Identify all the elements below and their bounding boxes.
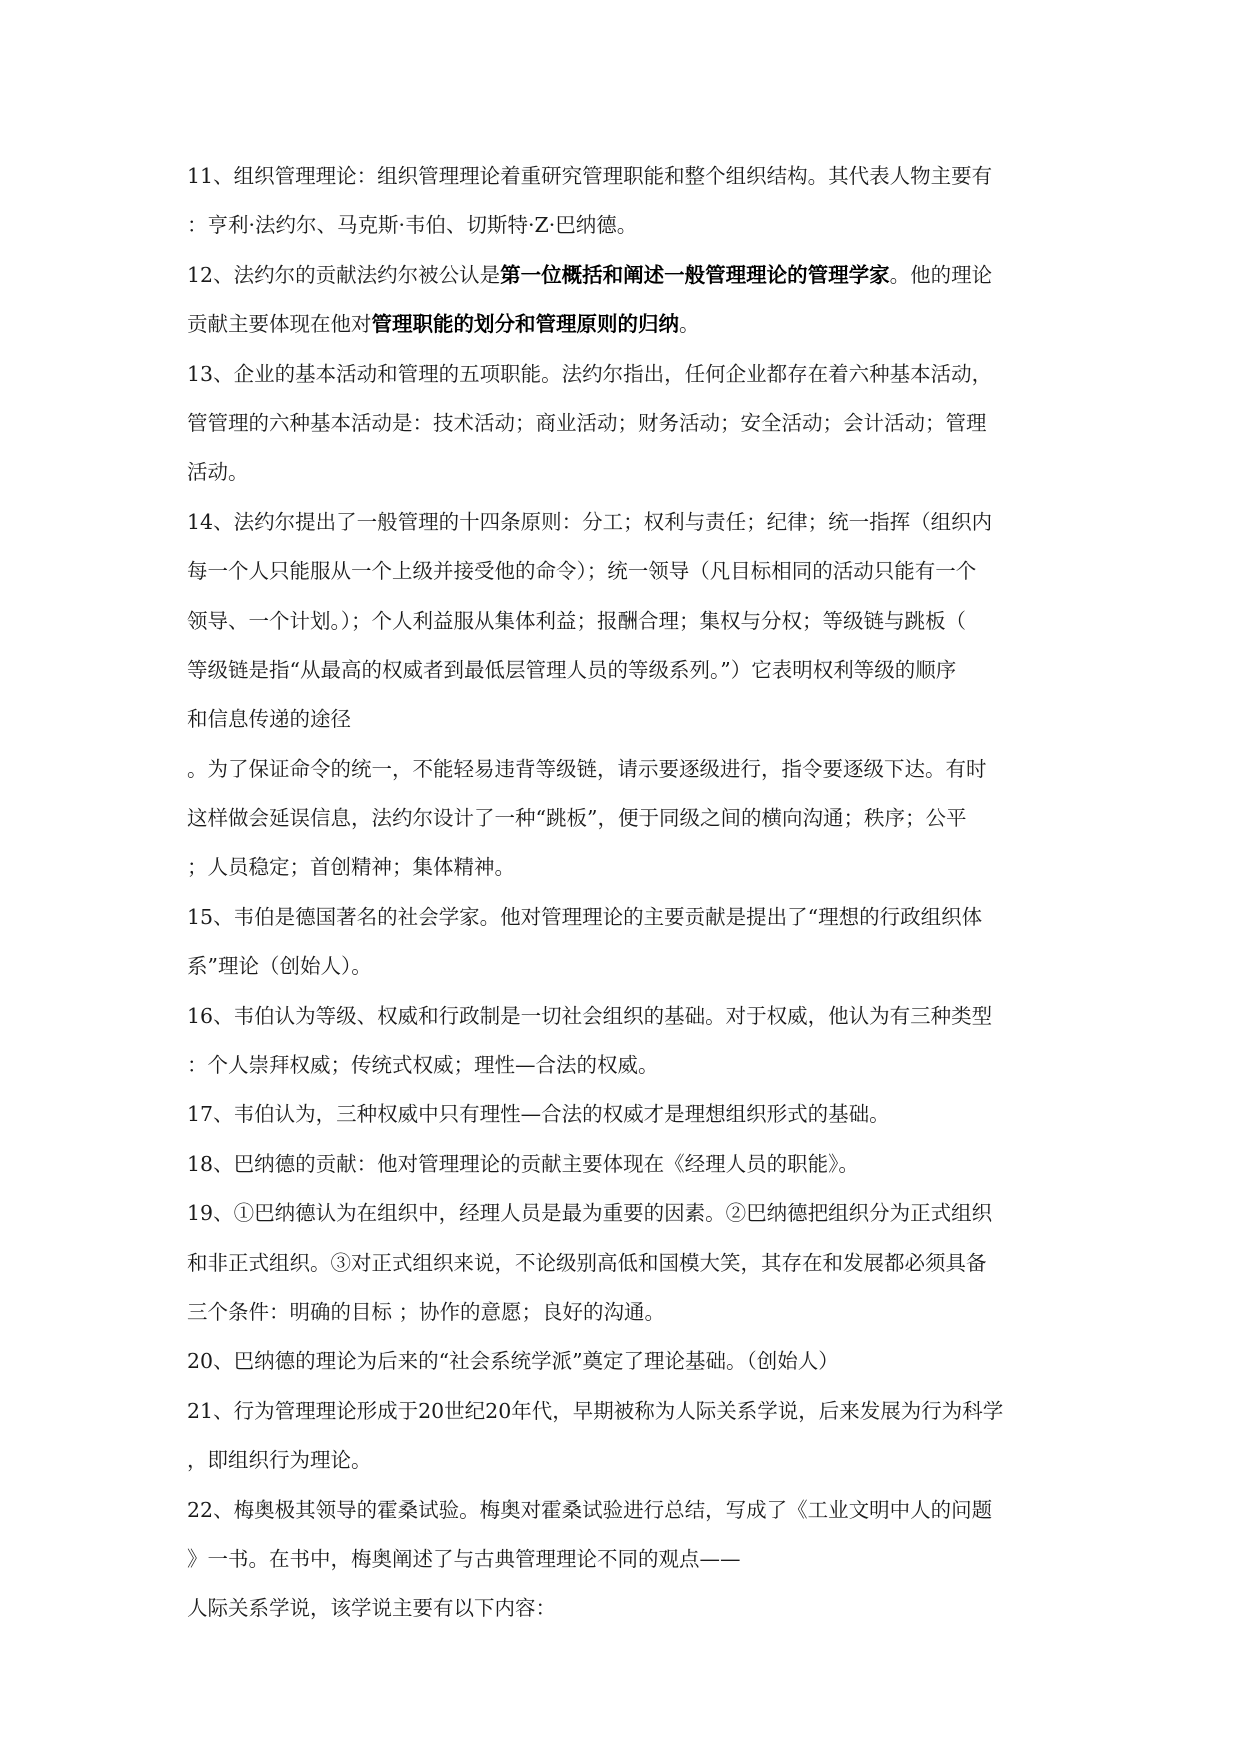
text-line: 等级链是指“从最高的权威者到最低层管理人员的等级系列。”）它表明权利等级的顺序 <box>187 657 957 682</box>
text-run: 。 <box>679 312 700 337</box>
document-page <box>187 152 1047 1634</box>
text-line: 22、梅奥极其领导的霍桑试验。梅奥对霍桑试验进行总结，写成了《工业文明中人的问题 <box>187 1497 993 1522</box>
text-line: 人际关系学说，该学说主要有以下内容： <box>187 1596 556 1621</box>
text-line: 13、企业的基本活动和管理的五项职能。法约尔指出，任何企业都存在着六种基本活动， <box>187 361 993 386</box>
text-line: 20、巴纳德的理论为后来的“社会系统学派”奠定了理论基础。（创始人） <box>187 1349 839 1374</box>
bold-text-run: 第一位概括和阐述一般管理理论的管理学家 <box>500 262 890 287</box>
text-line: ：个人崇拜权威；传统式权威；理性—合法的权威。 <box>187 1053 659 1078</box>
text-line: ：亨利·法约尔、马克斯·韦伯、切斯特·Z·巴纳德。 <box>187 213 638 238</box>
text-line: 每一个人只能服从一个上级并接受他的命令）；统一领导（凡目标相同的活动只能有一个 <box>187 559 977 584</box>
text-line: 三个条件：明确的目标 ；协作的意愿；良好的沟通。 <box>187 1299 666 1324</box>
text-line: ，即组织行为理论。 <box>187 1448 372 1473</box>
text-line: 19、①巴纳德认为在组织中，经理人员是最为重要的因素。②巴纳德把组织分为正式组织 <box>187 1201 993 1226</box>
text-line: 和非正式组织。③对正式组织来说，不论级别高低和国模大笑，其存在和发展都必须具备 <box>187 1250 987 1275</box>
text-run: 贡献主要体现在他对 <box>187 312 372 337</box>
text-line: 。为了保证命令的统一，不能轻易违背等级链，请示要逐级进行，指令要逐级下达。有时 <box>187 756 987 781</box>
text-line: 21、行为管理理论形成于20世纪20年代，早期被称为人际关系学说，后来发展为行为科学 <box>187 1398 1004 1423</box>
text-line: 15、韦伯是德国著名的社会学家。他对管理理论的主要贡献是提出了“理想的行政组织体 <box>187 904 983 929</box>
text-line: 活动。 <box>187 460 249 485</box>
text-line: 管管理的六种基本活动是：技术活动；商业活动；财务活动；安全活动；会计活动；管理 <box>187 410 987 435</box>
text-line <box>187 251 1047 300</box>
text-line: 11、组织管理理论：组织管理理论着重研究管理职能和整个组织结构。其代表人物主要有 <box>187 164 993 188</box>
text-line: 这样做会延误信息，法约尔设计了一种“跳板”，便于同级之间的横向沟通；秩序；公平 <box>187 806 967 831</box>
text-line: 18、巴纳德的贡献：他对管理理论的贡献主要体现在《经理人员的职能》。 <box>187 1151 859 1176</box>
bold-text-run: 管理职能的划分和管理原则的归纳 <box>371 312 679 337</box>
text-line: 领导、一个计划。）；个人利益服从集体利益；报酬合理；集权与分权；等级链与跳板（ <box>187 608 966 633</box>
text-run: 12、法约尔的贡献法约尔被公认是 <box>187 262 501 287</box>
text-line: 》一书。在书中，梅奥阐述了与古典管理理论不同的观点—— <box>187 1546 741 1571</box>
text-line: 16、韦伯认为等级、权威和行政制是一切社会组织的基础。对于权威，他认为有三种类型 <box>187 1003 993 1028</box>
text-line: 系”理论（创始人）。 <box>187 954 372 979</box>
text-line: ；人员稳定；首创精神；集体精神。 <box>187 855 515 880</box>
text-line: 17、韦伯认为，三种权威中只有理性—合法的权威才是理想组织形式的基础。 <box>187 1102 890 1127</box>
text-run: 。他的理论 <box>889 262 993 287</box>
text-line: 14、法约尔提出了一般管理的十四条原则：分工；权利与责任；纪律；统一指挥（组织内 <box>187 509 993 534</box>
text-line: 和信息传递的途径 <box>187 707 351 732</box>
text-line <box>187 300 1047 349</box>
